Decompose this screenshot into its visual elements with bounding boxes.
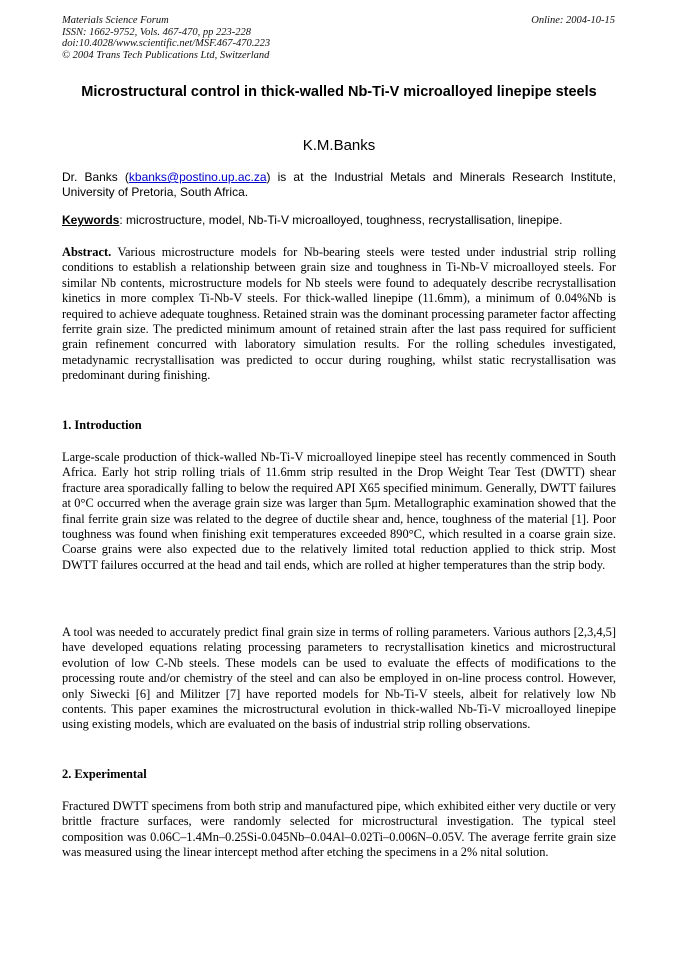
affiliation-prefix: Dr. Banks ( xyxy=(62,170,129,184)
section-heading-introduction: 1. Introduction xyxy=(62,418,142,432)
online-date: Online: 2004-10-15 xyxy=(531,15,615,26)
paper-title: Microstructural control in thick-walled Nb-Ti-V microalloyed linepipe steels xyxy=(81,84,597,100)
issn-line: ISSN: 1662-9752, Vols. 467-470, pp 223-228 xyxy=(62,26,251,38)
affiliation-suffix: ) is at the Industrial Metals and Minerals Research Institute, University of Pretoria, South Africa. xyxy=(62,170,616,199)
doi-line: doi:10.4028/www.scientific.net/MSF.467-470.223 xyxy=(62,38,271,49)
journal-name: Materials Science Forum xyxy=(62,15,169,26)
affiliation xyxy=(62,170,616,200)
section-heading-experimental: 2. Experimental xyxy=(62,767,147,781)
author-name: K.M.Banks xyxy=(302,137,376,154)
abstract-text: Various microstructure models for Nb-bearing steels were tested under industrial strip rolling conditions to establish a relationship between grain size and toughness in Ti-Nb-V microalloyed steels. For similar Nb contents, microstructure models for Nb steels were found to adequately describe recrystallisation kinetics in more complex Ti-Nb-V steels. For thick-walled linepipe (11.6mm), a minimum of 0.04%Nb is required to achieve adequate toughness. Retained strain was the dominant processing parameter factor affecting ferrite grain size. The predicted minimum amount of retained strain after the last pass required for sufficient grain refinement concurred with laboratory simulation results. For the rolling schedules investigated, metadynamic recrystallisation was predicted to occur during roughing, whilst static recrystallisation was predominant during finishing. xyxy=(62,245,616,383)
author-email-link[interactable]: kbanks@postino.up.ac.za xyxy=(128,170,267,184)
journal-meta xyxy=(62,15,270,61)
keywords-label: Keywords xyxy=(62,213,120,227)
intro-paragraph-2: A tool was needed to accurately predict final grain size in terms of rolling parameters. Various authors [2,3,4,5] have developed equations relating processing parameters to recrystallisation kinetics and microstructural evolution of low C-Nb steels. These models can be used to evaluate the effects of modifications to the processing route and/or chemistry of the steel and can also be employed in on-line process control. However, only Siwecki [6] and Militzer [7] have reported models for Nb-Ti-V steels, albeit for relatively low Nb contents. This paper examines the microstructural evolution in thick-walled Nb-Ti-V microalloyed linepipe using existing models, which are evaluated on the basis of industrial strip rolling observations. xyxy=(62,625,616,732)
copyright-line: © 2004 Trans Tech Publications Ltd, Switzerland xyxy=(62,49,270,61)
intro-paragraph-1: Large-scale production of thick-walled Nb-Ti-V microalloyed linepipe steel has recently commenced in South Africa. Early hot strip rolling trials of 11.6mm strip resulted in the Drop Weight Tear Test (DWTT) shear fracture area sporadically falling to below the required API X65 specified minimum. Generally, DWTT failures at 0°C occurred when the average grain size was larger than 5μm. Metallographic examination showed that the final ferrite grain size was related to the degree of ductile shear and, hence, toughness of the material [1]. Poor toughness was found when finishing exit temperatures exceeded 890°C, which resulted in a coarse grain size. Coarse grains were also expected due to the relatively limited total reduction applied to thick strip. Most DWTT failures occurred at the head and tail ends, which are rolled at higher temperatures than the strip body. xyxy=(62,450,616,572)
keywords-text: : microstructure, model, Nb-Ti-V microalloyed, toughness, recrystallisation, linepipe. xyxy=(119,213,563,227)
keywords xyxy=(62,213,616,228)
experimental-paragraph-1: Fractured DWTT specimens from both strip and manufactured pipe, which exhibited either very ductile or very brittle fracture surfaces, were randomly selected for microstructural investigation. The typical steel composition was 0.06C–1.4Mn–0.25Si-0.045Nb–0.04Al–0.02Ti–0.006N–0.05V. The average ferrite grain size was measured using the linear intercept method after etching the specimens in a 2% nital solution. xyxy=(62,799,616,860)
abstract-label: Abstract. xyxy=(62,245,112,259)
abstract xyxy=(62,245,616,384)
